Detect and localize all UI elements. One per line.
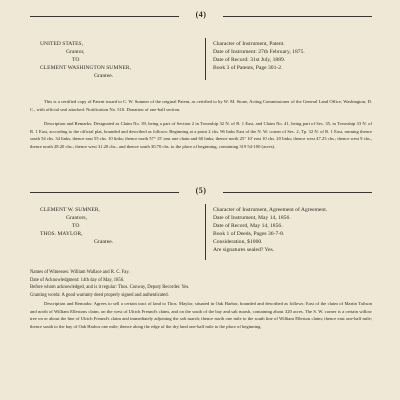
detail-line: Book 1 of Deeds, Pages 36-7-8.	[213, 231, 285, 238]
section-4-number: (4)	[195, 10, 207, 19]
section-5-details	[213, 206, 327, 255]
grantor-role: Grantor,	[66, 49, 85, 56]
grantee-role: Grantee.	[94, 239, 114, 246]
detail-line: Date of Record, May 14, 1856.	[213, 223, 283, 230]
detail-line: Character of Instrument, Agreement of Agreement.	[213, 207, 328, 213]
section-4-parties	[40, 40, 131, 80]
grantee-name: THOS. MAYLOR,	[40, 231, 83, 238]
section-4-divider	[30, 11, 372, 21]
grantee-role: Grantee.	[94, 73, 114, 80]
section-5-description-paragraph: Description and Remarks: Agrees to sell a certain tract of land to Thos. Maylor, situated in Oak Harbor, bounded and described as follows: East of the claim of Martin Taftson and north of William Ellestons claim, on the west of Ulrich Freund's claim, and on the south of the bay and salt marsh, containing about 320 acres. The S. W. corner is a certain willow tree on or about the line of Ulrich Freund's claim and immediately adjoining the salt marsh; thence north one mile to the south line of William Elleston claim; thence east one-half mile; thence south to the bay of Oak Harbor one mile; thence along the edge of the dry land one-half mile to the place of beginning.	[30, 301, 372, 329]
detail-line: Date of Instrument: 27th February, 1875.	[213, 49, 305, 56]
to-label: TO	[72, 223, 80, 230]
section-4-details	[213, 40, 305, 72]
granting-words-line: Granting words: A good warranty deed properly signed and authenticated.	[30, 292, 169, 298]
grantor-name: CLEMENT W. SUMNER,	[40, 207, 100, 213]
witnesses-line: Names of Witnesses: William Wallace and R. C. Fay.	[30, 270, 130, 275]
detail-line: Book 3 of Patents, Page 301-2.	[213, 65, 283, 72]
grantee-name: CLEMENT WASHINGTON SUMNER,	[40, 65, 131, 72]
section-5-parties	[40, 206, 113, 246]
section-5-notes	[30, 269, 189, 299]
acknowledgment-date-line: Date of Acknowledgment: 14th day of May, 1856.	[30, 277, 125, 283]
divider-line-right	[223, 16, 372, 17]
detail-line: Date of Instrument, May 14, 1856.	[213, 215, 291, 222]
section-5-divider	[30, 187, 372, 197]
section-5-number: (5)	[195, 186, 207, 195]
section-5-column-rule	[205, 204, 206, 260]
detail-line: Are signatures sealed? Yes.	[213, 247, 275, 254]
grantor-role: Grantors,	[66, 215, 87, 222]
detail-line: Consideration, $1000.	[213, 239, 263, 246]
divider-line-right	[223, 192, 372, 193]
to-label: TO	[72, 57, 80, 64]
grantor-name: UNITED STATES,	[40, 41, 84, 47]
detail-line: Date of Record: 31st July, 1889.	[213, 57, 286, 64]
section-4-description-paragraph: Description and Remarks: Designated as Claim No. 39, being a part of Section 2 in Township 32 N. of R. 1 East, and Claim No. 41, being part of Sec. 35, in Township 33 N. of R. 1 East, according to the official plat, bounded and described as follows: Beginning at a point 2 chs. 96 links East of the N. W. corner of Sec. 2, Tp. 32 N. of R. 1 East, running thence south 54 chs. 34 links; thence east 55 chs. 10 links; thence north 57° 15' east one chain and 60 links; thence north 25° 10' east 10 chs. 20 links; thence west 47.25 chs.; thence west 9 chs., thence north 28.20 chs.; thence west 31.20 chs., and thence south 30.70 chs. to the place of beginning, containing 319 54-100 (acres).	[30, 121, 372, 149]
section-4-column-rule	[205, 38, 206, 80]
divider-line-left	[30, 16, 179, 17]
section-4-certification-paragraph: This is a certified copy of Patent issued to C. W. Sumner of the original Patent, as certified to by W. M. Stone, Acting Commissioner of the General Land Office, Washington, D. C., with official seal attached. Notification No. 510. Donation of one-half section.	[30, 99, 372, 112]
acknowledged-before-line: Before whom acknowledged, and is it regular: Thos. Conway, Deputy Recorder. Yes.	[30, 285, 190, 291]
detail-line: Character of Instrument, Patent.	[213, 41, 285, 47]
divider-line-left	[30, 192, 179, 193]
